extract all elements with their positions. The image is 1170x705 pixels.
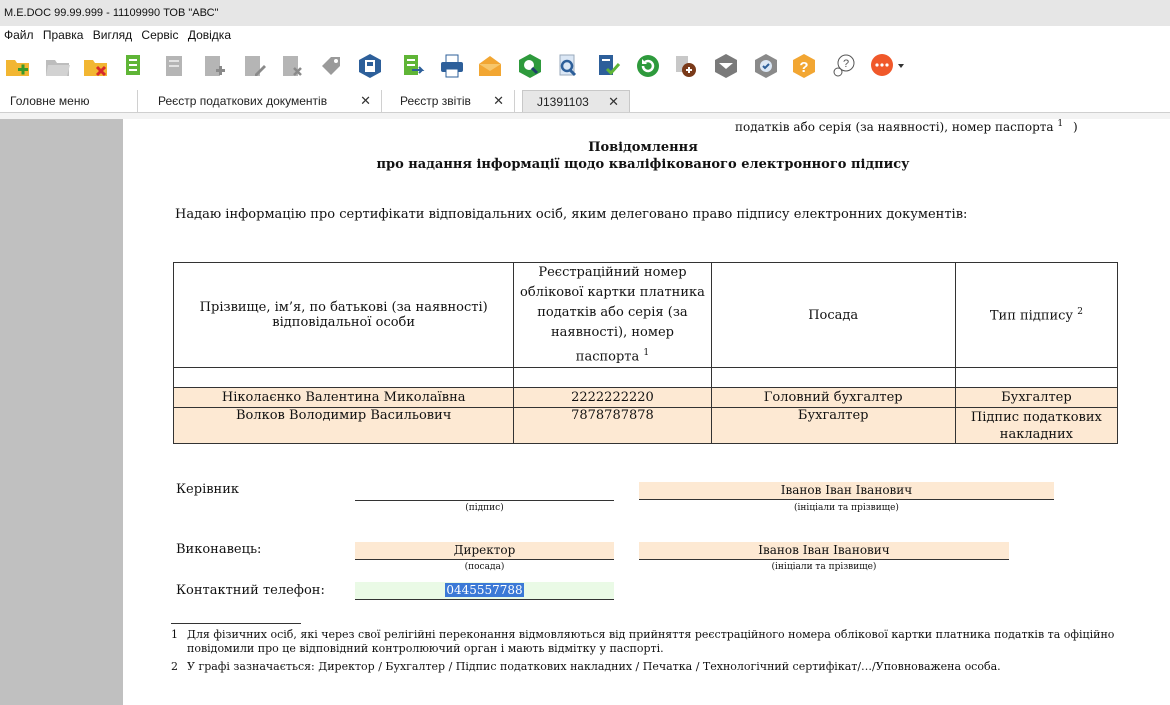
window-title: M.E.DOC 99.99.999 - 11109990 ТОВ "АВС"	[0, 0, 1170, 26]
svg-text:?: ?	[799, 59, 809, 76]
col-header-reg: Реєстраційний номер облікової картки платника податків або серія (за наявності), номер паспорта $^1$	[514, 263, 711, 368]
tab-label: J1391103	[537, 95, 589, 109]
top-note: податків або серія (за наявності), номер паспорта $^1$ )	[735, 119, 1078, 134]
delete-folder-icon[interactable]	[82, 52, 110, 80]
left-margin-panel	[0, 119, 123, 705]
position-caption: (посада)	[464, 562, 505, 572]
table-row	[174, 388, 1118, 408]
cell-sign-type[interactable]: Бухгалтер	[955, 388, 1117, 408]
col-header-name: Прізвище, ім’я, по батькові (за наявності) відповідальної особи	[174, 263, 514, 368]
check-doc-icon[interactable]	[594, 52, 622, 80]
footnote-1: 1 Для фізичних осіб, які через свої релігійні переконання відмовляються від прийняття реєстраційного номера облікової картки платника податків та офіційно повідомили про це відповідний контролюючий орган і мають відмітку у паспорті.	[171, 628, 1115, 655]
menu-view[interactable]: Вигляд	[92, 28, 133, 42]
cell-reg[interactable]: 2222222220	[514, 388, 711, 408]
green-doc-icon[interactable]	[120, 52, 148, 80]
shield-icon[interactable]	[752, 52, 780, 80]
save-icon[interactable]	[356, 52, 384, 80]
close-icon[interactable]: ✕	[360, 93, 371, 108]
menu-bar	[0, 26, 1170, 44]
tab-reports-registry[interactable]	[390, 90, 515, 112]
empty-cell[interactable]	[174, 368, 514, 388]
mail-icon[interactable]	[712, 52, 740, 80]
tab-tax-docs-registry[interactable]	[148, 90, 382, 112]
tab-main-menu[interactable]	[0, 90, 138, 112]
doc-gray-icon[interactable]	[160, 52, 188, 80]
executor-label: Виконавець:	[176, 542, 262, 557]
signature-caption: (підпис)	[465, 503, 504, 513]
export-icon[interactable]	[398, 52, 426, 80]
signature-field[interactable]	[355, 483, 614, 501]
doc-delete-icon[interactable]	[278, 52, 306, 80]
cell-name[interactable]: Волков Володимир Васильович	[174, 408, 514, 444]
open-folder-icon[interactable]	[44, 52, 72, 80]
head-name-field[interactable]: Іванов Іван Іванович	[639, 482, 1054, 500]
tab-label: Головне меню	[10, 94, 90, 108]
executor-name-field[interactable]: Іванов Іван Іванович	[639, 542, 1009, 560]
cell-sign-type[interactable]: Підпис податкових накладних	[955, 408, 1117, 444]
table-row	[174, 408, 1118, 444]
empty-cell[interactable]	[711, 368, 955, 388]
doc-title: Повідомлення	[588, 140, 698, 155]
executor-position-field[interactable]: Директор	[355, 542, 614, 560]
cell-position[interactable]: Головний бухгалтер	[711, 388, 955, 408]
tab-j1391103[interactable]	[522, 90, 630, 112]
close-icon[interactable]: ✕	[608, 94, 619, 109]
menu-file[interactable]: Файл	[4, 28, 34, 42]
phone-value[interactable]: 0445557788	[446, 583, 523, 597]
footnote-2: 2 У графі зазначається: Директор / Бухгалтер / Підпис податкових накладних / Печатка / Технологічний сертифікат/…/Уповноважена особа.	[171, 660, 1001, 673]
head-label: Керівник	[176, 482, 240, 497]
menu-edit[interactable]: Правка	[42, 28, 84, 42]
table-header-row	[174, 263, 1118, 368]
send-icon[interactable]	[516, 52, 544, 80]
question-bubble-icon[interactable]	[830, 52, 858, 80]
table-row	[174, 368, 1118, 388]
col-header-position: Посада	[711, 263, 955, 368]
document-form	[123, 119, 1170, 705]
close-icon[interactable]: ✕	[493, 93, 504, 108]
refresh-icon[interactable]	[634, 52, 662, 80]
menu-service[interactable]: Сервіс	[141, 28, 179, 42]
cell-position[interactable]: Бухгалтер	[711, 408, 955, 444]
footnotes	[171, 628, 1161, 674]
signers-table	[173, 262, 1118, 444]
executor-initials-caption: (ініціали та прізвище)	[771, 562, 877, 572]
help-icon[interactable]	[790, 52, 818, 80]
archive-icon[interactable]	[672, 52, 700, 80]
col-header-sign-type: Тип підпису $^2$	[955, 263, 1117, 368]
phone-label: Контактний телефон:	[176, 583, 325, 598]
add-folder-icon[interactable]	[4, 52, 32, 80]
doc-subtitle: про надання інформації щодо кваліфікованого електронного підпису	[376, 157, 910, 172]
svg-text:?: ?	[842, 58, 850, 70]
tab-label: Реєстр звітів	[400, 94, 471, 108]
initials-caption: (ініціали та прізвище)	[794, 503, 899, 513]
empty-cell[interactable]	[955, 368, 1117, 388]
preview-icon[interactable]	[554, 52, 582, 80]
empty-cell[interactable]	[514, 368, 711, 388]
intro-text: Надаю інформацію про сертифікати відповідальних осіб, яким делеговано право підпису електронних документів:	[175, 207, 968, 222]
print-icon[interactable]	[438, 52, 466, 80]
doc-add-icon[interactable]	[200, 52, 228, 80]
phone-field[interactable]	[355, 582, 614, 600]
cell-name[interactable]: Ніколаєнко Валентина Миколаївна	[174, 388, 514, 408]
envelope-icon[interactable]	[476, 52, 504, 80]
cell-reg[interactable]: 7878787878	[514, 408, 711, 444]
tab-bar	[0, 88, 1170, 113]
menu-help[interactable]: Довідка	[187, 28, 231, 42]
tag-icon[interactable]	[318, 52, 346, 80]
footnote-divider	[171, 623, 301, 624]
tab-label: Реєстр податкових документів	[158, 94, 328, 108]
doc-edit-icon[interactable]	[240, 52, 268, 80]
chat-menu-icon[interactable]	[868, 52, 908, 80]
toolbar	[0, 44, 1170, 88]
